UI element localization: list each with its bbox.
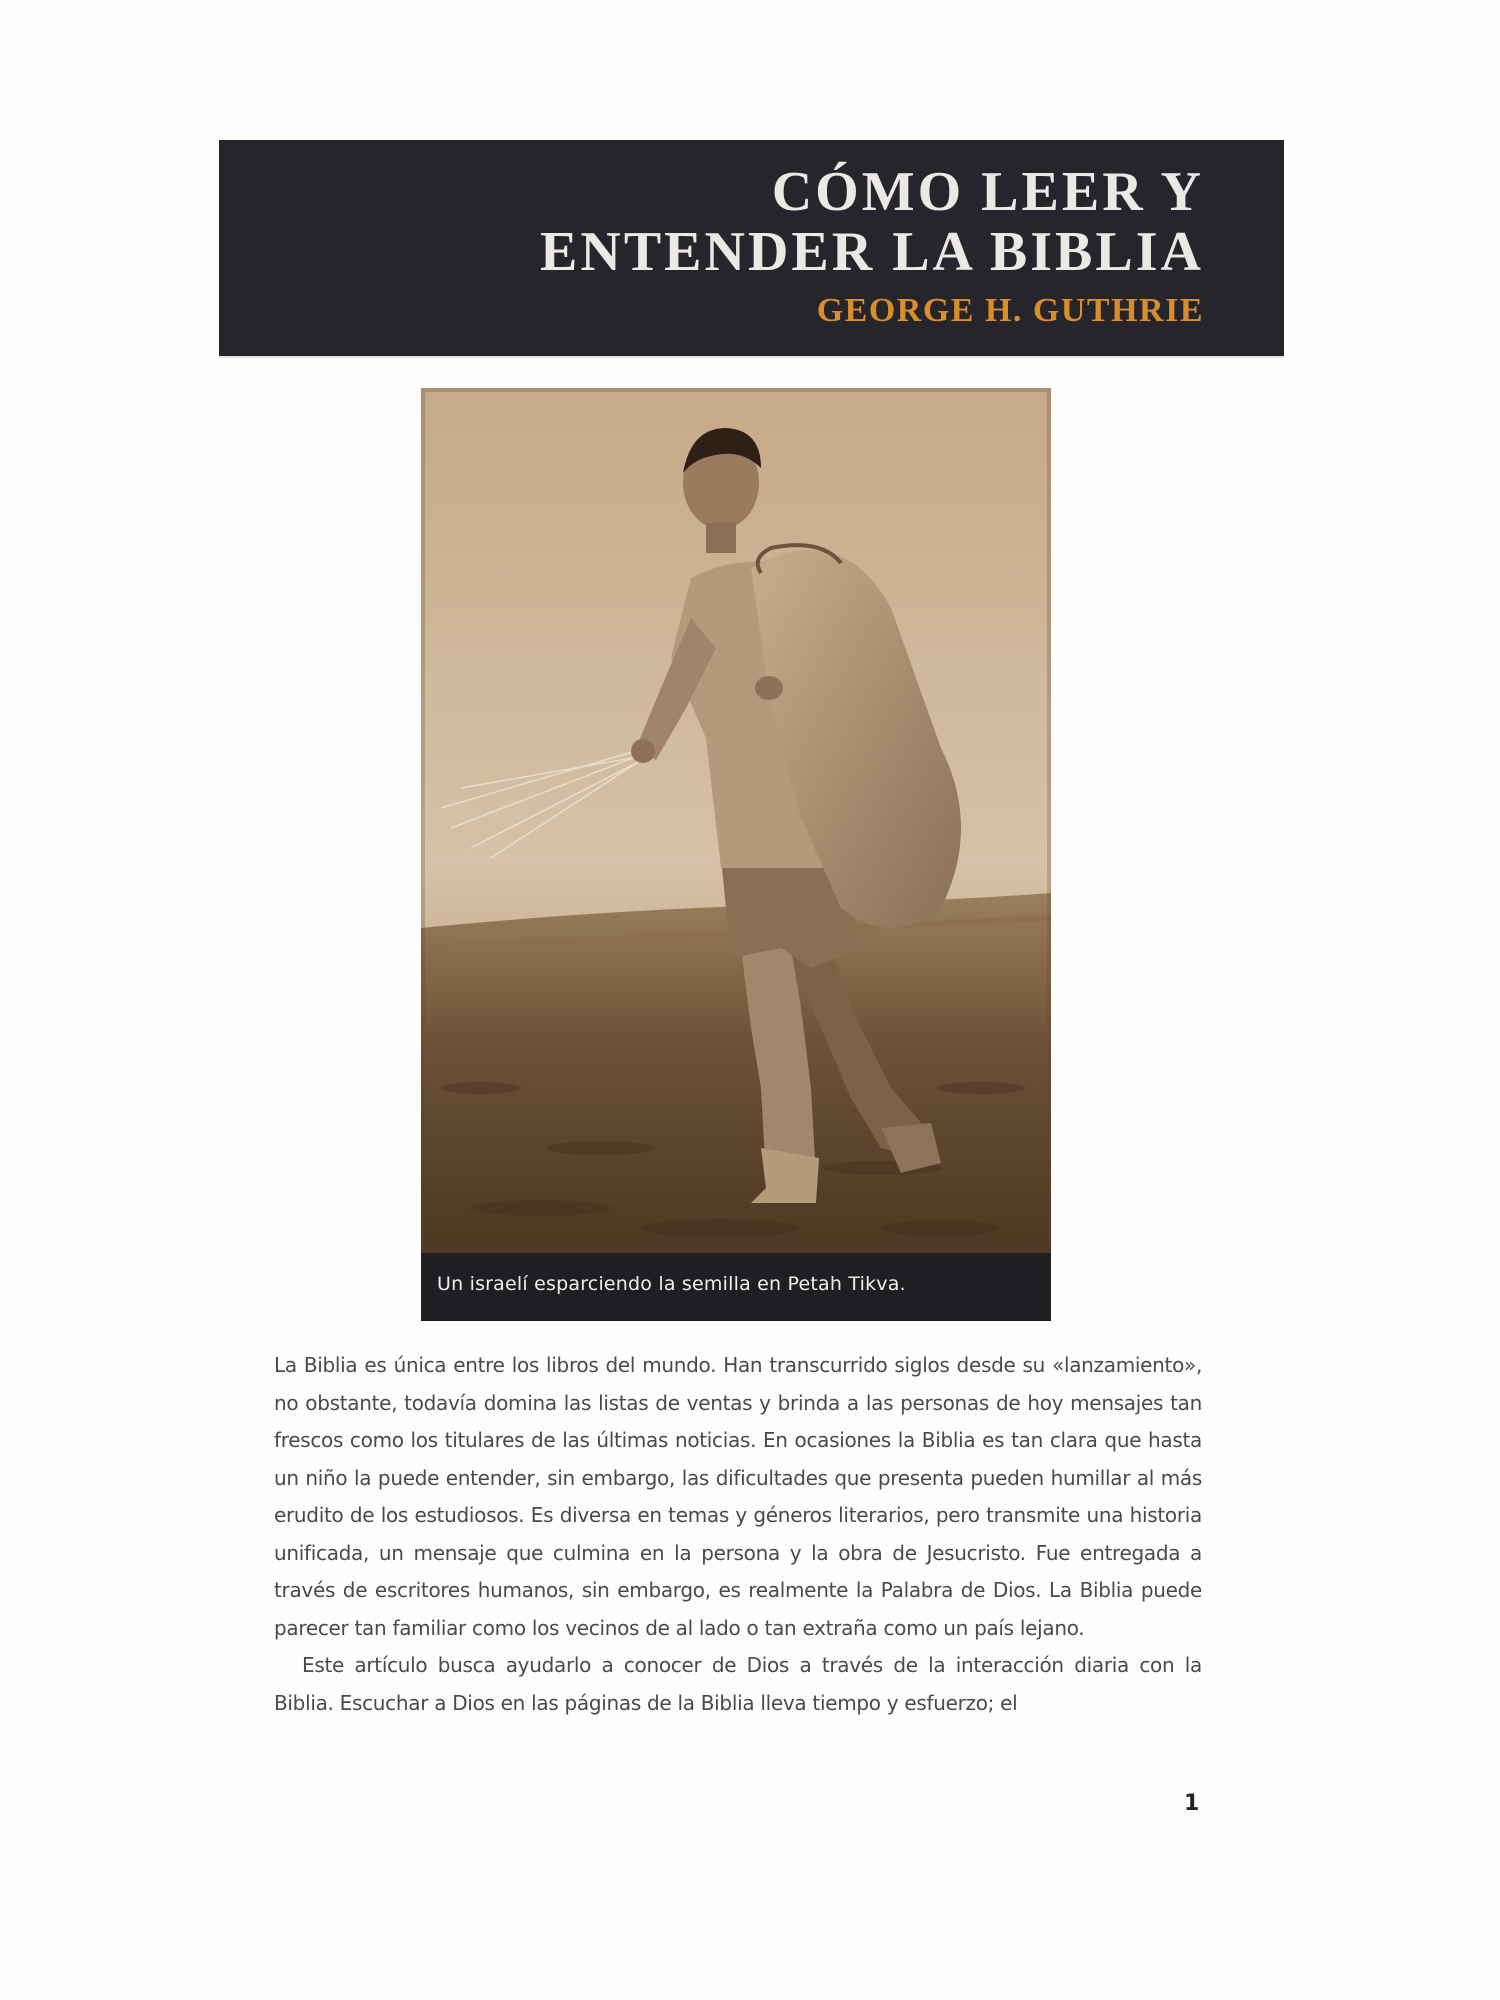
- figure-caption: Un israelí esparciendo la semilla en Petah Tikva.: [437, 1273, 906, 1295]
- sower-photo: [421, 388, 1051, 1253]
- author-name: GEORGE H. GUTHRIE: [816, 292, 1204, 329]
- caption-bar: [421, 1253, 1051, 1321]
- title-banner: [219, 140, 1284, 356]
- page-title: [540, 162, 1204, 282]
- title-line-1: CÓMO LEER Y: [771, 161, 1204, 223]
- page-number: 1: [1184, 1791, 1200, 1816]
- paragraph-2: Este artículo busca ayudarlo a conocer de Dios a través de la interacción diaria con la Biblia. Escuchar a Dios en las páginas de la Biblia lleva tiempo y esfuerzo; el: [274, 1653, 1202, 1715]
- figure: [421, 388, 1051, 1321]
- paragraph-1: La Biblia es única entre los libros del mundo. Han transcurrido siglos desde su «lanzamiento», no obstante, todavía domina las listas de ventas y brinda a las personas de hoy mensajes tan frescos como los titulares de las últimas noticias. En ocasiones la Biblia es tan clara que hasta un niño la puede entender, sin embargo, las dificultades que presenta pueden humillar al más erudito de los estudiosos. Es diversa en temas y géneros literarios, pero transmite una historia unificada, un mensaje que culmina en la persona y la obra de Jesucristo. Fue entregada a través de escritores humanos, sin embargo, es realmente la Palabra de Dios. La Biblia puede parecer tan familiar como los vecinos de al lado o tan extraña como un país lejano.: [274, 1353, 1202, 1640]
- title-line-2: ENTENDER LA BIBLIA: [540, 221, 1204, 283]
- article-body: [274, 1347, 1202, 1722]
